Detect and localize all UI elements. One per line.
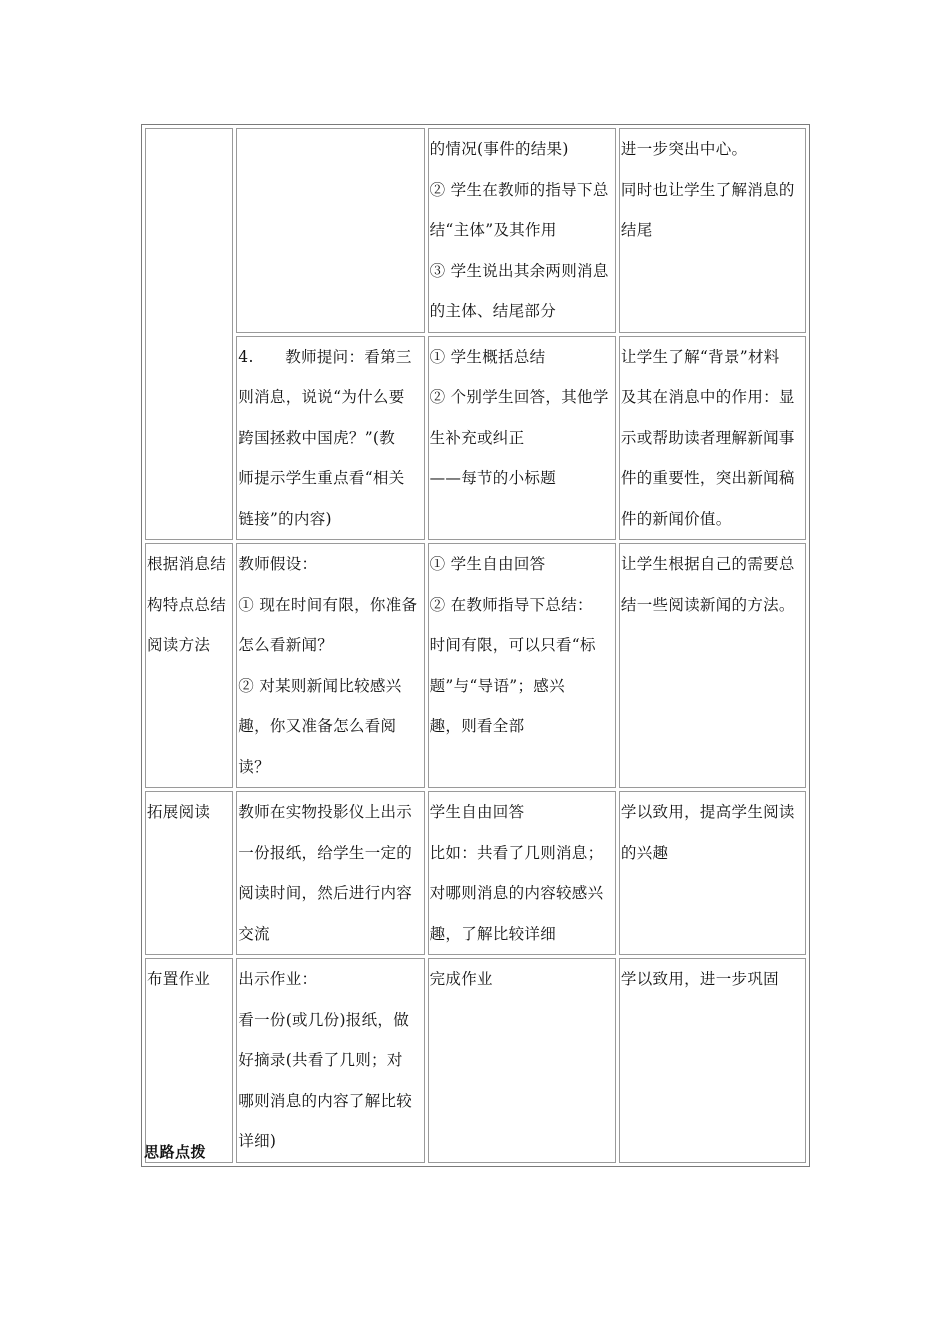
teacher-activity-cell [236, 791, 424, 955]
table-row [145, 336, 806, 541]
student-activity-cell [428, 336, 616, 541]
cell-text-line: 件的新闻价值。 [620, 509, 732, 528]
lesson-plan-table [141, 124, 810, 1167]
cell-text-line: 同时也让学生了解消息的 [620, 180, 795, 199]
section-heading: 思路点拨 [144, 1143, 207, 1161]
cell-text-line: 一份报纸，给学生一定的 [238, 843, 413, 862]
cell-text-line: ② 在教师指导下总结： [429, 595, 593, 614]
cell-text-line: ③ 学生说出其余两则消息 [429, 261, 609, 280]
cell-text-line: ② 个别学生回答，其他学 [429, 388, 609, 406]
cell-text-line: ① 学生概括总结 [429, 347, 546, 366]
cell-text-line: 的情况(事件的结果) [429, 140, 569, 158]
cell-text-line: 跨国拯救中国虎？”(教 [238, 428, 396, 447]
cell-text-line: ② 学生在教师的指导下总 [429, 180, 609, 199]
cell-text-line: ② 对某则新闻比较感兴 [238, 676, 402, 695]
cell-text-line: 让学生了解“背景”材料 [620, 347, 780, 366]
cell-text-line: 趣，了解比较详细 [429, 924, 557, 943]
cell-text-line: 看一份(或几份)报纸，做 [238, 1010, 409, 1029]
cell-text-line: 结“主体”及其作用 [429, 221, 557, 239]
table-row [145, 791, 806, 955]
cell-text-line: 生补充或纠正 [429, 428, 525, 447]
cell-text-line: 的主体、结尾部分 [429, 302, 557, 320]
cell-text-line: 的兴趣 [620, 843, 669, 862]
teacher-activity-cell [236, 336, 424, 541]
cell-text-line: 趣，则看全部 [429, 717, 525, 735]
cell-text-line: 构特点总结 [147, 595, 227, 614]
cell-text-line: 拓展阅读 [147, 803, 211, 821]
stage-cell [145, 128, 233, 540]
student-activity-cell [428, 958, 616, 1163]
stage-cell [145, 791, 233, 955]
cell-text-line: 件的重要性，突出新闻稿 [620, 469, 795, 487]
cell-text-line: 让学生根据自己的需要总 [620, 555, 795, 573]
table-row [145, 543, 806, 788]
cell-text-line: 结尾 [620, 221, 653, 239]
cell-text-line: 详细) [238, 1132, 277, 1150]
teacher-activity-cell [236, 543, 424, 788]
cell-text-line: 结一些阅读新闻的方法。 [620, 595, 795, 614]
cell-text-line: 出示作业： [238, 970, 318, 988]
cell-text-line: 根据消息结 [147, 555, 227, 573]
cell-text-line: 交流 [238, 924, 270, 943]
cell-text-line: 趣，你又准备怎么看阅 [238, 717, 397, 735]
cell-text-line: 链接”的内容) [238, 509, 332, 528]
design-intent-cell [619, 791, 806, 955]
stage-cell [145, 543, 233, 788]
table-row [145, 958, 806, 1163]
student-activity-cell [428, 128, 616, 333]
student-activity-cell [428, 543, 616, 788]
cell-text-line: 教师假设： [238, 555, 318, 573]
cell-text-line: 学以致用，进一步巩固 [620, 970, 779, 988]
cell-text-line: 布置作业 [147, 970, 211, 988]
teacher-activity-cell [236, 128, 424, 333]
cell-text-line: 教师在实物投影仪上出示 [238, 803, 413, 821]
design-intent-cell [619, 336, 806, 541]
cell-text-line: 时间有限，可以只看“标 [429, 636, 596, 654]
design-intent-cell [619, 958, 806, 1163]
cell-text-line: 怎么看新闻？ [238, 636, 334, 654]
stage-cell [145, 958, 233, 1163]
cell-text-line: 师提示学生重点看“相关 [238, 469, 405, 487]
cell-text-line: 完成作业 [429, 970, 493, 988]
cell-text-line: 比如：共看了几则消息； [429, 843, 604, 862]
cell-text-line: 哪则消息的内容了解比较 [238, 1091, 413, 1110]
cell-text-line: 题”与“导语”；感兴 [429, 676, 565, 695]
cell-text-line: 学以致用，提高学生阅读 [620, 803, 795, 821]
cell-text-line: 则消息，说说“为什么要 [238, 388, 405, 406]
design-intent-cell [619, 543, 806, 788]
cell-text-line: 阅读方法 [147, 636, 211, 654]
design-intent-cell [619, 128, 806, 333]
cell-text-line: 对哪则消息的内容较感兴 [429, 884, 604, 902]
cell-text-line: 学生自由回答 [429, 803, 525, 821]
cell-text-line: 读？ [238, 757, 270, 776]
student-activity-cell [428, 791, 616, 955]
cell-text-line: 及其在消息中的作用：显 [620, 388, 795, 406]
cell-text-line: ① 学生自由回答 [429, 555, 546, 573]
cell-text-line: ——每节的小标题 [429, 469, 557, 487]
cell-text-line: 示或帮助读者理解新闻事 [620, 428, 795, 447]
cell-text-line: 好摘录(共看了几则；对 [238, 1051, 403, 1069]
cell-text-line: 4. 教师提问：看第三 [238, 347, 412, 366]
cell-text-line: ① 现在时间有限，你准备 [238, 595, 418, 614]
cell-text-line: 进一步突出中心。 [620, 140, 748, 158]
table-row [145, 128, 806, 333]
cell-text-line: 阅读时间，然后进行内容 [238, 884, 413, 902]
teacher-activity-cell [236, 958, 424, 1163]
